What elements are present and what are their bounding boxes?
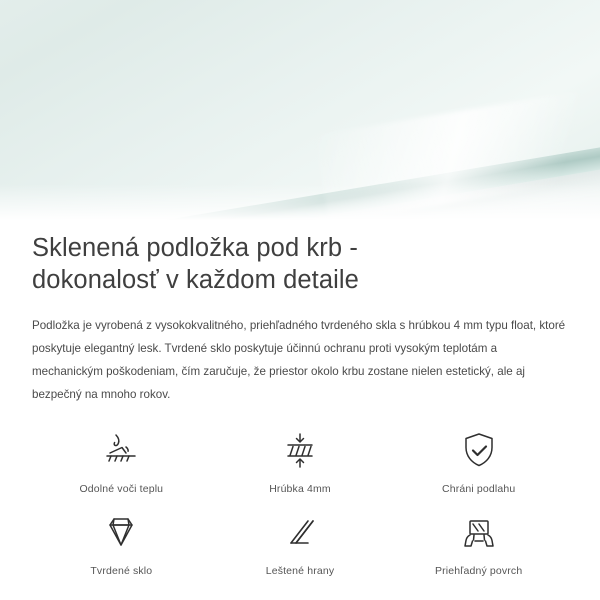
shield-check-icon bbox=[457, 429, 501, 473]
hero-image bbox=[0, 0, 600, 228]
feature-label: Odolné voči teplu bbox=[79, 482, 164, 495]
feature-grid bbox=[32, 429, 568, 577]
feature-item bbox=[389, 429, 568, 495]
thickness-measure-icon bbox=[278, 429, 322, 473]
content-section bbox=[0, 228, 600, 577]
product-description: Podložka je vyrobená z vysokokvalitného, priehľadného tvrdeného skla s hrúbkou 4 mm typu float, ktoré poskytuje elegantný lesk. Tvrdené sklo poskytuje účinnú ochranu proti vysokým teplotám a mechanickým poškodeniam, čím zaručuje, že priestor okolo krbu zostane nielen estetický, ale aj bezpečný na mnoho rokov. bbox=[32, 318, 566, 402]
transparent-surface-hands-icon bbox=[457, 511, 501, 555]
feature-item bbox=[32, 429, 211, 495]
diamond-icon bbox=[99, 511, 143, 555]
feature-item bbox=[32, 511, 211, 577]
polished-edges-icon bbox=[278, 511, 322, 555]
feature-item bbox=[211, 429, 390, 495]
feature-label: Priehľadný povrch bbox=[435, 564, 523, 577]
hero-fade-overlay bbox=[0, 184, 600, 228]
flame-heat-resistant-icon bbox=[99, 429, 143, 473]
feature-item bbox=[389, 511, 568, 577]
feature-label: Leštené hrany bbox=[265, 564, 335, 577]
feature-label: Tvrdené sklo bbox=[90, 564, 153, 577]
page-title: Sklenená podložka pod krb - dokonalosť v každom detaile bbox=[32, 234, 359, 295]
feature-label: Chráni podlahu bbox=[442, 482, 516, 495]
feature-label: Hrúbka 4mm bbox=[269, 482, 331, 495]
feature-item bbox=[211, 511, 390, 577]
